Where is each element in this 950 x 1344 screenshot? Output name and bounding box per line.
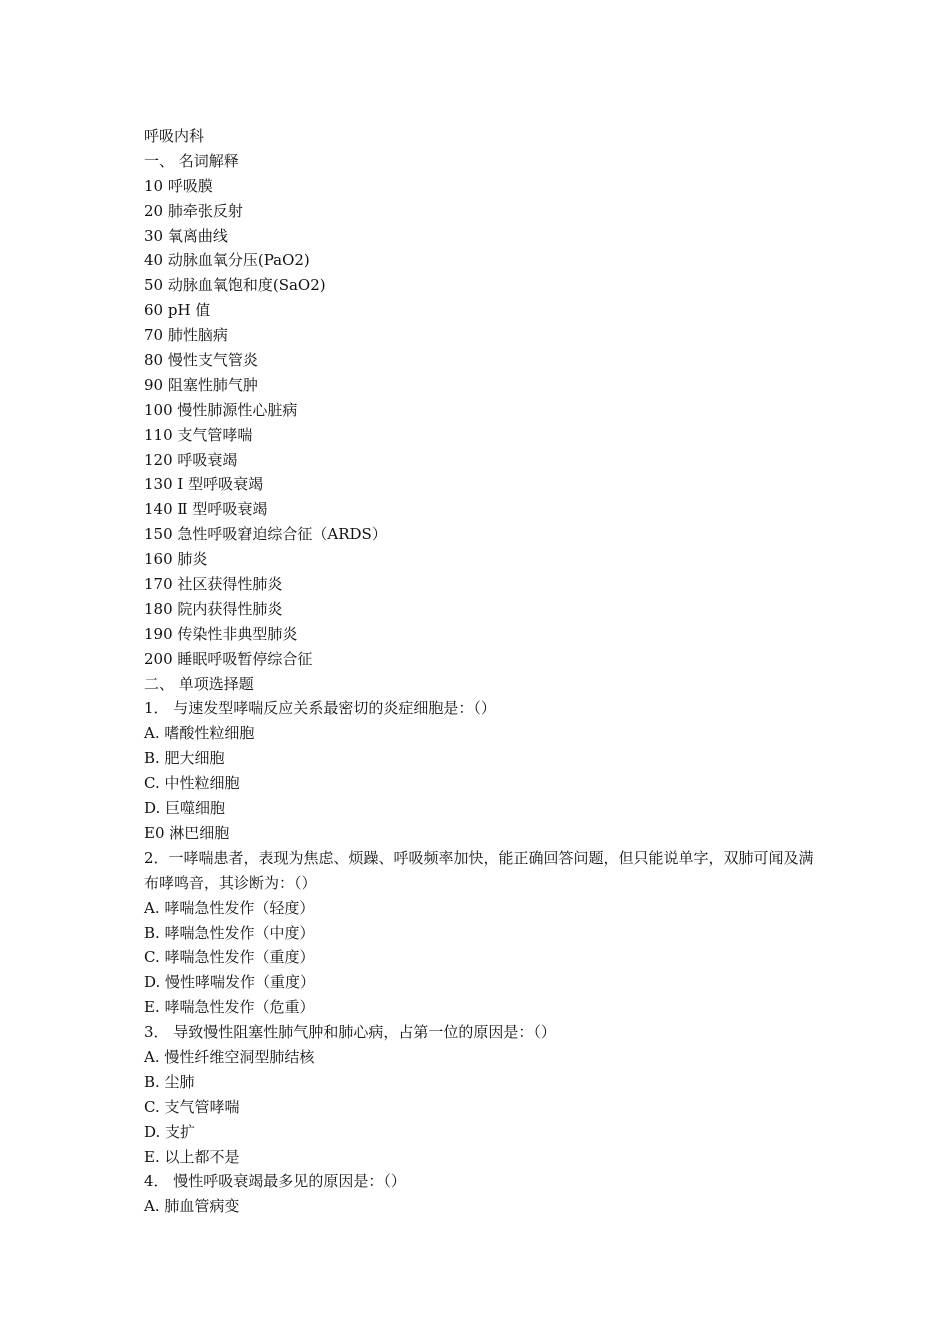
question-option: B. 尘肺 — [144, 1072, 195, 1091]
question-option: C. 哮喘急性发作（重度） — [144, 948, 315, 967]
term-item: 130 Ⅰ 型呼吸衰竭 — [144, 475, 264, 494]
section-heading-definitions: 一、 名词解释 — [144, 151, 239, 170]
term-item: 160 肺炎 — [144, 550, 208, 569]
question-option: C. 支气管哮喘 — [144, 1097, 240, 1116]
term-item: 200 睡眠呼吸暂停综合征 — [144, 649, 313, 668]
question-option: A. 嗜酸性粒细胞 — [144, 724, 255, 743]
term-item: 80 慢性支气管炎 — [144, 351, 258, 370]
question-stem: 1． 与速发型哮喘反应关系最密切的炎症细胞是：（） — [144, 699, 496, 718]
term-item: 50 动脉血氧饱和度(SaO2) — [144, 276, 326, 295]
question-option: A. 哮喘急性发作（轻度） — [144, 898, 315, 917]
term-item: 30 氧离曲线 — [144, 226, 228, 245]
section-heading-choice: 二、 单项选择题 — [144, 674, 254, 693]
question-option: C. 中性粒细胞 — [144, 774, 240, 793]
document-page — [144, 124, 824, 1219]
question-option: A. 肺血管病变 — [144, 1197, 240, 1216]
term-item: 60 pH 值 — [144, 301, 211, 320]
term-item: 190 传染性非典型肺炎 — [144, 624, 298, 643]
question-stem: 4． 慢性呼吸衰竭最多见的原因是：（） — [144, 1172, 406, 1191]
question-option: E0 淋巴细胞 — [144, 823, 230, 842]
question-option: B. 肥大细胞 — [144, 749, 225, 768]
term-item: 100 慢性肺源性心脏病 — [144, 400, 298, 419]
term-item: 40 动脉血氧分压(PaO2) — [144, 251, 310, 270]
question-option: B. 哮喘急性发作（中度） — [144, 923, 315, 942]
question-option: A. 慢性纤维空洞型肺结核 — [144, 1047, 315, 1066]
question-stem: 3． 导致慢性阻塞性肺气肿和肺心病，占第一位的原因是：（） — [144, 1023, 556, 1042]
document-title: 呼吸内科 — [144, 127, 205, 145]
term-item: 120 呼吸衰竭 — [144, 450, 238, 469]
question-option: E. 哮喘急性发作（危重） — [144, 998, 315, 1017]
term-item: 90 阻塞性肺气肿 — [144, 375, 258, 394]
question-option: E. 以上都不是 — [144, 1147, 240, 1166]
question-option: D. 巨噬细胞 — [144, 799, 226, 818]
term-item: 170 社区获得性肺炎 — [144, 575, 283, 594]
term-item: 110 支气管哮喘 — [144, 425, 253, 444]
question-stem: 2．一哮喘患者，表现为焦虑、烦躁、呼吸频率加快，能正确回答问题，但只能说单字，双肺可闻及满布哮鸣音，其诊断为：（） — [144, 848, 814, 892]
term-item: 70 肺性脑病 — [144, 326, 228, 345]
question-option: D. 慢性哮喘发作（重度） — [144, 973, 316, 992]
term-item: 10 呼吸膜 — [144, 176, 213, 195]
term-item: 20 肺牵张反射 — [144, 201, 243, 220]
term-item: 150 急性呼吸窘迫综合征（ARDS） — [144, 525, 387, 544]
term-item: 180 院内获得性肺炎 — [144, 599, 283, 618]
term-item: 140 Ⅱ 型呼吸衰竭 — [144, 500, 268, 519]
question-option: D. 支扩 — [144, 1122, 196, 1141]
